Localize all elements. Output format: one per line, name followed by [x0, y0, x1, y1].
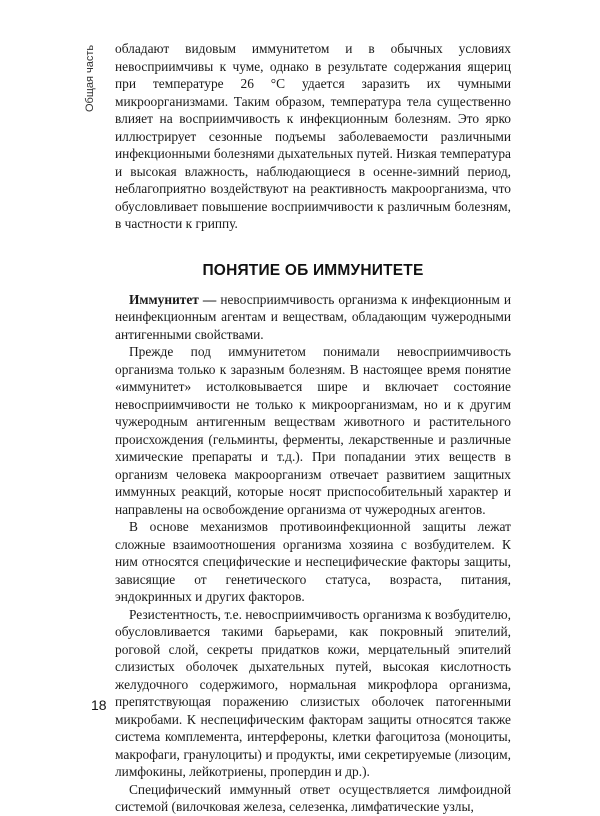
- paragraph-top: обладают видовым иммунитетом и в обычных условиях невосприимчивы к чуме, однако в результате содержания ящериц при температуре 26 °С удается заразить их чумными микроорганизмами. Таким образом, температура тела существенно влияет на восприимчивость к инфекционным болезням. Это ярко иллюстрирует сезонные подъемы заболеваемости различными инфекционными болезнями дыхательных путей. Низкая температура и высокая влажность, наблюдающиеся в осенне-зимний период, неблагоприятно воздействуют на реактивность макроорганизма, что обусловливает повышение восприимчивости к различным болезням, в частности к гриппу.: [115, 41, 511, 231]
- page-body: [115, 40, 511, 816]
- page-number: 18: [91, 697, 107, 713]
- definition-paragraph: [115, 291, 511, 344]
- definition-term: Иммунитет —: [129, 291, 217, 307]
- running-header: [84, 8, 98, 118]
- paragraph-1: Прежде под иммунитетом понимали невосприимчивость организма только к заразным болезням. В настоящее время понятие «иммунитет» истолковывается шире и включает состояние невосприимчивости не только к микроорганизмам, но и к другим чужеродным антигенным веществам животного и растительного происхождения (гельминты, ферменты, лекарственные и различные химические препараты и т.д.). При попадании этих веществ в организм человека макроорганизм отвечает развитием защитных иммунных реакций, которые носят приспособительный характер и направлены на освобождение организма от чужеродных агентов.: [115, 344, 511, 517]
- paragraph-2: В основе механизмов противоинфекционной защиты лежат сложные взаимоотношения организма хозяина с возбудителем. К ним относятся специфические и неспецифические факторы защиты, зависящие от генетического статуса, возраста, питания, эндокринных и других факторов.: [115, 519, 511, 604]
- definition-text: невосприимчивость организма к инфекционным и неинфекционным агентам и веществам, обладающим чужеродными антигенными свойствами.: [115, 291, 511, 342]
- paragraph-4: Специфический иммунный ответ осуществляется лимфоидной системой (вилочковая железа, селезенка, лимфатические узлы,: [115, 781, 511, 814]
- paragraph-3: Резистентность, т.е. невосприимчивость организма к возбудителю, обусловливается такими барьерами, как покровный эпителий, роговой слой, секреты придатков кожи, мерцательный эпителий слизистых оболочек дыхательных путей, высокая кислотность желудочного содержимого, нормальная микрофлора организма, препятствующая поражению слизистых оболочек патогенными микробами. К неспецифическим факторам защиты относятся также система комплемента, интерфероны, клетки фагоцитоза (моноциты, макрофаги, гранулоциты) и продукты, ими секретируемые (лизоцим, лимфокины, лейкотриены, пропердин и др.).: [115, 606, 511, 779]
- running-header-text: Общая часть: [84, 44, 96, 112]
- section-title: ПОНЯТИЕ ОБ ИММУНИТЕТЕ: [202, 261, 424, 279]
